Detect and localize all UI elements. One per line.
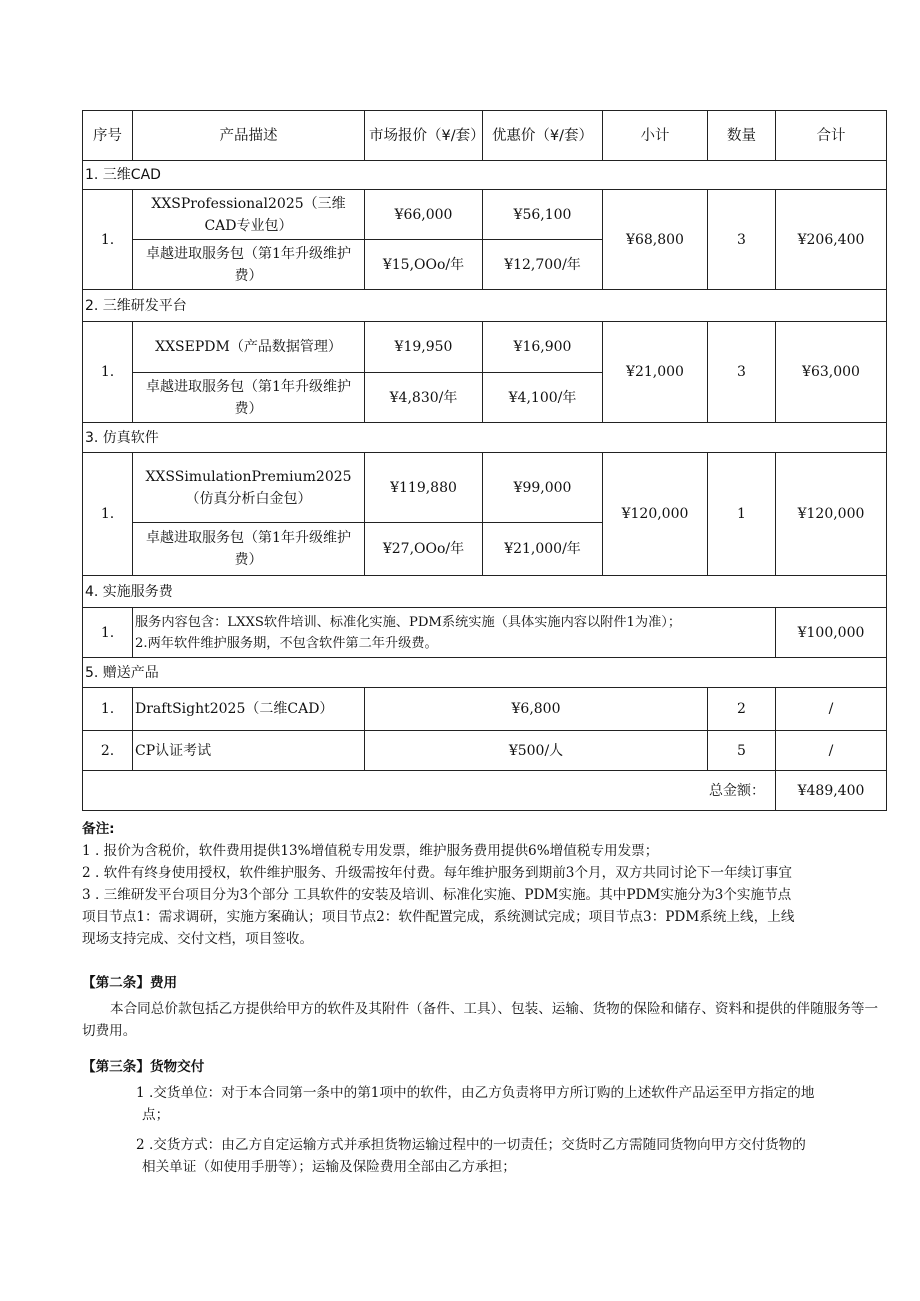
service-description-line1: 服务内容包含：LXXS软件培训、标准化实施、PDM系统实施（具体实施内容以附件1为准）； — [135, 614, 682, 630]
note-3-line1: 3 . 三维研发平台项目分为3个部分 工具软件的安装及培训、标准化实施、PDM实施。其中PDM实施分为3个实施节点 — [82, 887, 792, 903]
header-discount-price: 优惠价（¥/套） — [483, 111, 603, 161]
table-row — [83, 688, 887, 731]
row-number: 1. — [83, 190, 133, 290]
article-2-body: 本合同总价款包括乙方提供给甲方的软件及其附件（备件、工具）、包装、运输、货物的保险和储存、资料和提供的伴随服务等一切费用。 — [82, 1001, 879, 1039]
quantity: 5 — [708, 731, 776, 771]
header-total: 合计 — [776, 111, 887, 161]
market-price: ¥119,880 — [365, 453, 483, 523]
row-number: 1. — [83, 453, 133, 576]
section-title: 4. 实施服务费 — [83, 576, 887, 608]
header-seq: 序号 — [83, 111, 133, 161]
subtotal: ¥68,800 — [603, 190, 708, 290]
article-3-item2-line2: 相关单证（如使用手册等）；运输及保险费用全部由乙方承担； — [142, 1159, 516, 1175]
grand-total-row — [83, 771, 887, 811]
article-3 — [82, 1056, 888, 1178]
market-price: ¥66,000 — [365, 190, 483, 240]
product-description: 卓越进取服务包（第1年升级维护费） — [133, 523, 365, 576]
product-description: 卓越进取服务包（第1年升级维护费） — [133, 373, 365, 423]
section-title: 2. 三维研发平台 — [83, 290, 887, 322]
product-description: CP认证考试 — [133, 731, 365, 771]
header-market-price: 市场报价（¥/套） — [365, 111, 483, 161]
section-title: 5. 赠送产品 — [83, 658, 887, 688]
subtotal: ¥21,000 — [603, 322, 708, 423]
discount-price: ¥99,000 — [483, 453, 603, 523]
line-total: / — [776, 731, 887, 771]
row-number: 2. — [83, 731, 133, 771]
line-total: / — [776, 688, 887, 731]
article-2-title: 【第二条】费用 — [82, 975, 178, 991]
product-description: XXSProfessional2025（三维CAD专业包） — [133, 190, 365, 240]
service-description — [133, 608, 776, 658]
quote-table — [82, 110, 887, 811]
note-1: 1 . 报价为含税价，软件费用提供13%增值税专用发票，维护服务费用提供6%增值税专用发票； — [82, 843, 659, 859]
table-row — [83, 190, 887, 240]
gift-price: ¥500/人 — [365, 731, 708, 771]
quantity: 3 — [708, 190, 776, 290]
discount-price: ¥4,100/年 — [483, 373, 603, 423]
subtotal: ¥120,000 — [603, 453, 708, 576]
quantity: 2 — [708, 688, 776, 731]
market-price: ¥4,830/年 — [365, 373, 483, 423]
quantity: 1 — [708, 453, 776, 576]
notes-title: 备注: — [82, 821, 115, 837]
table-row — [83, 453, 887, 523]
row-number: 1. — [83, 608, 133, 658]
discount-price: ¥12,700/年 — [483, 240, 603, 290]
header-row — [83, 111, 887, 161]
note-3-line2: 项目节点1：需求调研，实施方案确认；项目节点2：软件配置完成，系统测试完成；项目节点3：PDM系统上线，上线 — [82, 909, 795, 925]
article-3-item2-line1: 2 .交货方式：由乙方自定运输方式并承担货物运输过程中的一切责任；交货时乙方需随同货物向甲方交付货物的 — [136, 1137, 806, 1153]
article-2 — [82, 972, 888, 1042]
product-description: XXSEPDM（产品数据管理） — [133, 322, 365, 373]
notes-block — [82, 818, 888, 950]
market-price: ¥15,OOo/年 — [365, 240, 483, 290]
article-3-item1-line2: 点； — [142, 1107, 170, 1123]
table-row — [83, 731, 887, 771]
header-qty: 数量 — [708, 111, 776, 161]
grand-total-value: ¥489,400 — [776, 771, 887, 811]
table-row — [83, 608, 887, 658]
product-description: DraftSight2025（二维CAD） — [133, 688, 365, 731]
discount-price: ¥56,100 — [483, 190, 603, 240]
article-3-item1-line1: 1 .交货单位：对于本合同第一条中的第1项中的软件，由乙方负责将甲方所订购的上述软件产品运至甲方指定的地 — [136, 1085, 815, 1101]
note-2: 2 . 软件有终身使用授权，软件维护服务、升级需按年付费。每年维护服务到期前3个月，双方共同讨论下一年续订事宜 — [82, 865, 792, 881]
service-description-line2: 2.两年软件维护服务期，不包含软件第二年升级费。 — [135, 635, 438, 651]
quantity: 3 — [708, 322, 776, 423]
line-total: ¥120,000 — [776, 453, 887, 576]
article-3-title: 【第三条】货物交付 — [82, 1059, 205, 1075]
header-subtotal: 小计 — [603, 111, 708, 161]
line-total: ¥206,400 — [776, 190, 887, 290]
line-total: ¥100,000 — [776, 608, 887, 658]
row-number: 1. — [83, 688, 133, 731]
table-row — [83, 322, 887, 373]
market-price: ¥27,OOo/年 — [365, 523, 483, 576]
section-title: 3. 仿真软件 — [83, 423, 887, 453]
row-number: 1. — [83, 322, 133, 423]
gift-price: ¥6,800 — [365, 688, 708, 731]
product-description: 卓越进取服务包（第1年升级维护费） — [133, 240, 365, 290]
header-desc: 产品描述 — [133, 111, 365, 161]
line-total: ¥63,000 — [776, 322, 887, 423]
discount-price: ¥16,900 — [483, 322, 603, 373]
note-3-line3: 现场支持完成、交付文档，项目签收。 — [82, 931, 314, 947]
market-price: ¥19,950 — [365, 322, 483, 373]
grand-total-label: 总金额： — [83, 771, 776, 811]
section-title: 1. 三维CAD — [83, 161, 887, 190]
discount-price: ¥21,000/年 — [483, 523, 603, 576]
product-description: XXSSimulationPremium2025（仿真分析白金包） — [133, 453, 365, 523]
